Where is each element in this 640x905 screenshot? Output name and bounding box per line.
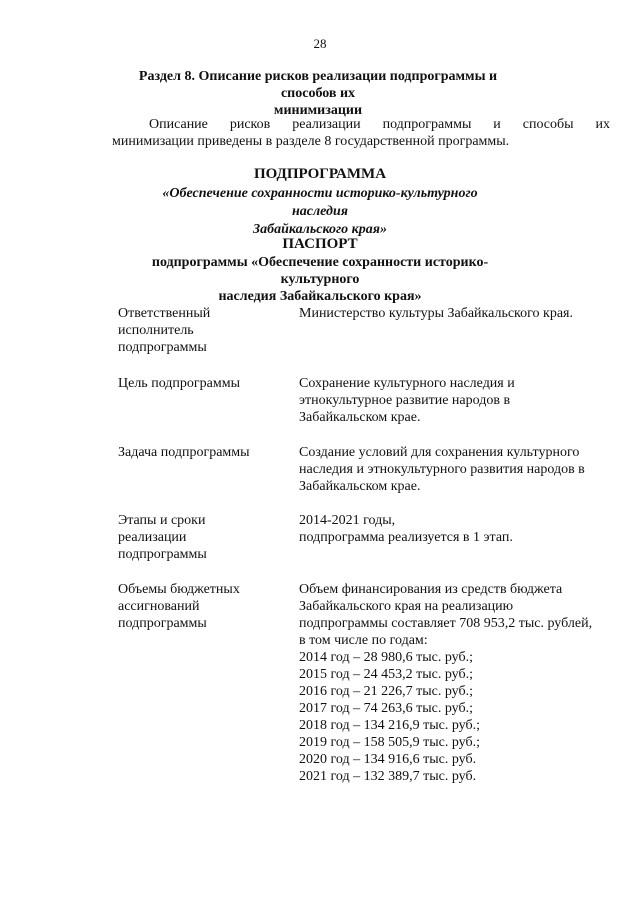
row-value [299,444,617,495]
label-line: Ответственный [118,306,211,321]
value-line: Сохранение культурного наследия и [299,376,515,391]
intro-line: Описание рисков реализации подпрограммы и способы их [149,117,610,132]
passport-heading: ПАСПОРТ [282,236,358,252]
value-line: этнокультурное развитие народов в [299,393,511,408]
value-line: Создание условий для сохранения культурного [299,445,580,460]
label-line: Задача подпрограммы [118,445,250,460]
year-line: 2021 год – 132 389,7 тыс. руб. [299,769,477,784]
passport-subtitle-line: наследия Забайкальского края» [218,289,422,304]
section-intro [112,116,610,150]
label-line: Этапы и сроки [118,513,206,528]
passport-subtitle [120,254,520,305]
value-line: Объем финансирования из средств бюджета [299,582,563,597]
row-label [118,305,283,356]
value-line: в том числе по годам: [299,633,428,648]
label-line: ассигнований [118,599,200,614]
value-line: Забайкальского края на реализацию [299,599,514,614]
section-title [118,68,518,119]
label-line: исполнитель [118,323,194,338]
section-title-line: минимизации [273,103,363,118]
subprogram-name [140,185,500,239]
value-line: подпрограмма реализуется в 1 этап. [299,530,513,545]
subprogram-name-line: Забайкальского края» [253,222,387,237]
row-label [118,444,283,461]
passport-subtitle-line: подпрограммы «Обеспечение сохранности историко-культурного [151,255,489,287]
value-line: Министерство культуры Забайкальского края. [299,306,573,321]
row-value [299,305,617,322]
value-line: 2014-2021 годы, [299,513,396,528]
year-line: 2015 год – 24 453,2 тыс. руб.; [299,667,473,682]
label-line: Объемы бюджетных [118,582,240,597]
intro-line: минимизации приведены в разделе 8 государственной программы. [112,134,510,149]
year-line: 2017 год – 74 263,6 тыс. руб.; [299,701,473,716]
row-value [299,375,617,426]
row-value [299,512,617,546]
year-line: 2018 год – 134 216,9 тыс. руб.; [299,718,480,733]
value-line: наследия и этнокультурного развития народов в [299,462,585,477]
row-label [118,512,283,563]
row-label [118,375,283,392]
row-label [118,581,283,632]
year-line: 2020 год – 134 916,6 тыс. руб. [299,752,477,767]
row-value [299,581,617,785]
label-line: подпрограммы [118,616,207,631]
page-number: 28 [313,36,327,51]
year-line: 2016 год – 21 226,7 тыс. руб.; [299,684,473,699]
value-line: Забайкальском крае. [299,479,421,494]
subprogram-heading: ПОДПРОГРАММА [253,166,387,182]
section-title-line: Раздел 8. Описание рисков реализации подпрограммы и способов их [138,69,498,101]
year-line: 2019 год – 158 505,9 тыс. руб.; [299,735,480,750]
subprogram-name-line: «Обеспечение сохранности историко-культурного наследия [162,186,478,219]
value-line: подпрограммы составляет 708 953,2 тыс. рублей, [299,616,593,631]
label-line: реализации [118,530,187,545]
label-line: подпрограммы [118,340,207,355]
label-line: подпрограммы [118,547,207,562]
value-line: Забайкальском крае. [299,410,421,425]
label-line: Цель подпрограммы [118,376,240,391]
year-line: 2014 год – 28 980,6 тыс. руб.; [299,650,473,665]
